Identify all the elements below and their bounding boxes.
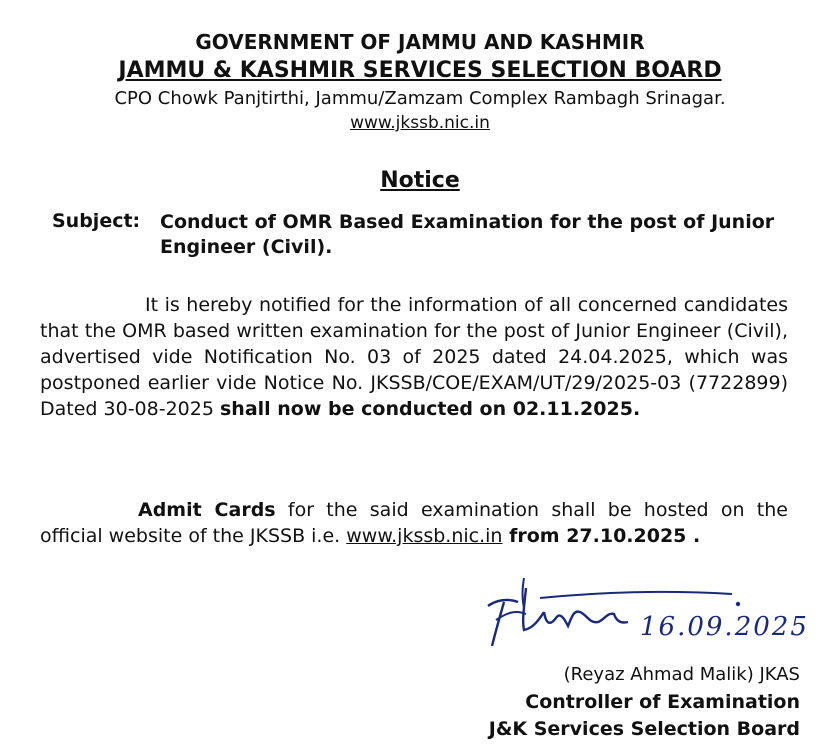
subject-text: Conduct of OMR Based Examination for the post of Junior Engineer (Civil). [160,211,775,258]
board-name: JAMMU & KASHMIR SERVICES SELECTION BOARD [118,58,722,83]
para2-text: for the said examination shall be hosted on the official website of the JKSSB i.e. [40,499,788,547]
signatory-office: J&K Services Selection Board [488,718,800,740]
para1-text: It is hereby notified for the information of all concerned candidates that the OMR based written examination for the post of Junior Engineer (Civil), advertised vide Notification No. 03 of 2025 dated 24.04.2025, which was postponed earlier vide Notice No. JKSSB/COE/EXAM/UT/29/2025-03 (7722899) Dated 30-08-2025 [40,294,788,420]
board-heading [0,58,840,83]
subject-label: Subject: [52,210,141,232]
notice-paragraph-1 [40,292,788,422]
admit-cards-label: Admit Cards [138,499,276,521]
notice-title [0,168,840,193]
government-heading: GOVERNMENT OF JAMMU AND KASHMIR [195,30,645,54]
signature-date: 16.09.2025 [640,612,809,642]
header-website [0,113,840,133]
notice-title-text: Notice [380,168,460,193]
admit-card-date: from 27.10.2025 . [502,525,701,547]
header-website-link[interactable]: www.jkssb.nic.in [350,113,490,133]
board-address: CPO Chowk Panjtirthi, Jammu/Zamzam Complex Rambagh Srinagar. [114,88,726,109]
website-link[interactable]: www.jkssb.nic.in [346,525,503,547]
signatory-designation: Controller of Examination [525,691,800,713]
para1-bold-text: shall now be conducted on 02.11.2025. [219,398,641,420]
signatory-name: (Reyaz Ahmad Malik) JKAS [563,664,800,685]
notice-paragraph-2 [40,497,788,549]
